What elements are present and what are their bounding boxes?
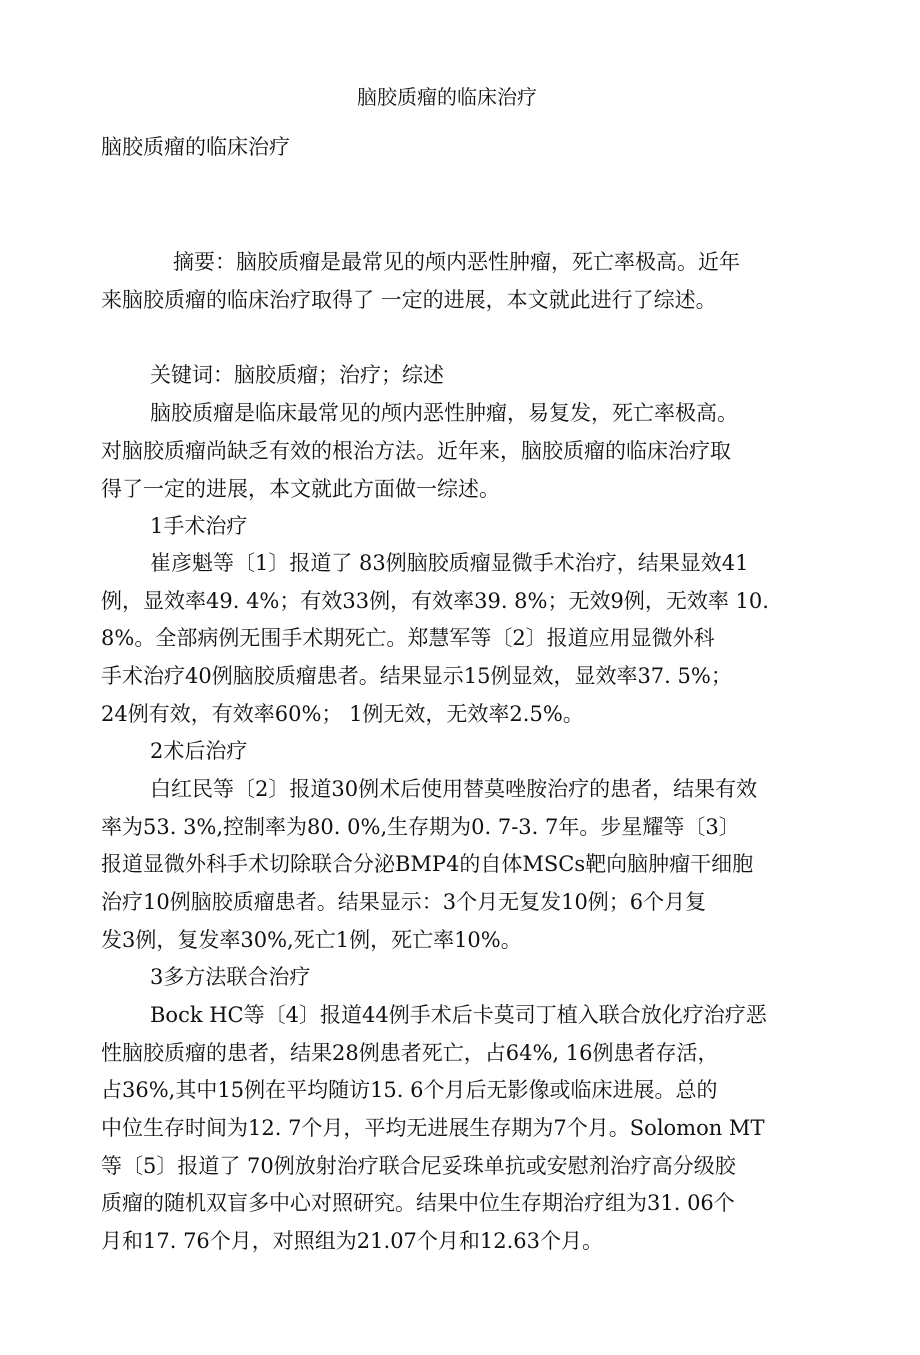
combined-line: 月和17. 76个月，对照组为21.07个月和12.63个月。	[101, 1229, 604, 1253]
abstract-line: 摘要：脑胶质瘤是最常见的颅内恶性肿瘤，死亡率极高。近年	[173, 250, 740, 274]
postop-line: 白红民等〔2〕报道30例术后使用替莫唑胺治疗的患者，结果有效	[150, 777, 758, 801]
combined-line: 中位生存时间为12. 7个月，平均无进展生存期为7个月。Solomon MT	[101, 1116, 765, 1140]
surgery-line: 例，显效率49. 4%；有效33例，有效率39. 8%；无效9例，无效率 10.	[101, 589, 769, 613]
surgery-line: 8%。全部病例无围手术期死亡。郑慧军等〔2〕报道应用显微外科	[101, 626, 715, 650]
combined-line: 性脑胶质瘤的患者，结果28例患者死亡，占64%, 16例患者存活，	[101, 1041, 719, 1065]
surgery-line: 24例有效，有效率60%； 1例无效，无效率2.5%。	[101, 702, 584, 726]
doc-subtitle: 脑胶质瘤的临床治疗	[101, 135, 290, 159]
keywords-line: 关键词：脑胶质瘤；治疗；综述	[150, 363, 444, 387]
surgery-line: 崔彦魁等〔1〕报道了 83例脑胶质瘤显微手术治疗，结果显效41	[150, 551, 749, 575]
combined-line: 质瘤的随机双盲多中心对照研究。结果中位生存期治疗组为31. 06个	[101, 1191, 735, 1215]
combined-line: Bock HC等〔4〕报道44例手术后卡莫司丁植入联合放化疗治疗恶	[150, 1003, 767, 1027]
intro-line: 得了一定的进展，本文就此方面做一综述。	[101, 477, 500, 501]
intro-line: 对脑胶质瘤尚缺乏有效的根治方法。近年来，脑胶质瘤的临床治疗取	[101, 439, 731, 463]
combined-line: 等〔5〕报道了 70例放射治疗联合尼妥珠单抗或安慰剂治疗高分级胶	[101, 1154, 736, 1178]
section-heading-surgery: 1手术治疗	[150, 514, 248, 538]
surgery-line: 手术治疗40例脑胶质瘤患者。结果显示15例显效，显效率37. 5%；	[101, 664, 732, 688]
postop-line: 率为53. 3%,控制率为80. 0%,生存期为0. 7-3. 7年。步星耀等〔3〕	[101, 815, 740, 839]
section-heading-postop: 2术后治疗	[150, 739, 248, 763]
doc-title: 脑胶质瘤的临床治疗	[357, 85, 537, 109]
postop-line: 治疗10例脑胶质瘤患者。结果显示：3个月无复发10例；6个月复	[101, 890, 707, 914]
section-heading-combined: 3多方法联合治疗	[150, 965, 311, 989]
intro-line: 脑胶质瘤是临床最常见的颅内恶性肿瘤，易复发，死亡率极高。	[150, 401, 738, 425]
combined-line: 占36%,其中15例在平均随访15. 6个月后无影像或临床进展。总的	[101, 1078, 718, 1102]
postop-line: 发3例，复发率30%,死亡1例，死亡率10%。	[101, 928, 522, 952]
abstract-line: 来脑胶质瘤的临床治疗取得了 一定的进展，本文就此进行了综述。	[101, 288, 717, 312]
postop-line: 报道显微外科手术切除联合分泌BMP4的自体MSCs靶向脑肿瘤干细胞	[101, 852, 754, 876]
